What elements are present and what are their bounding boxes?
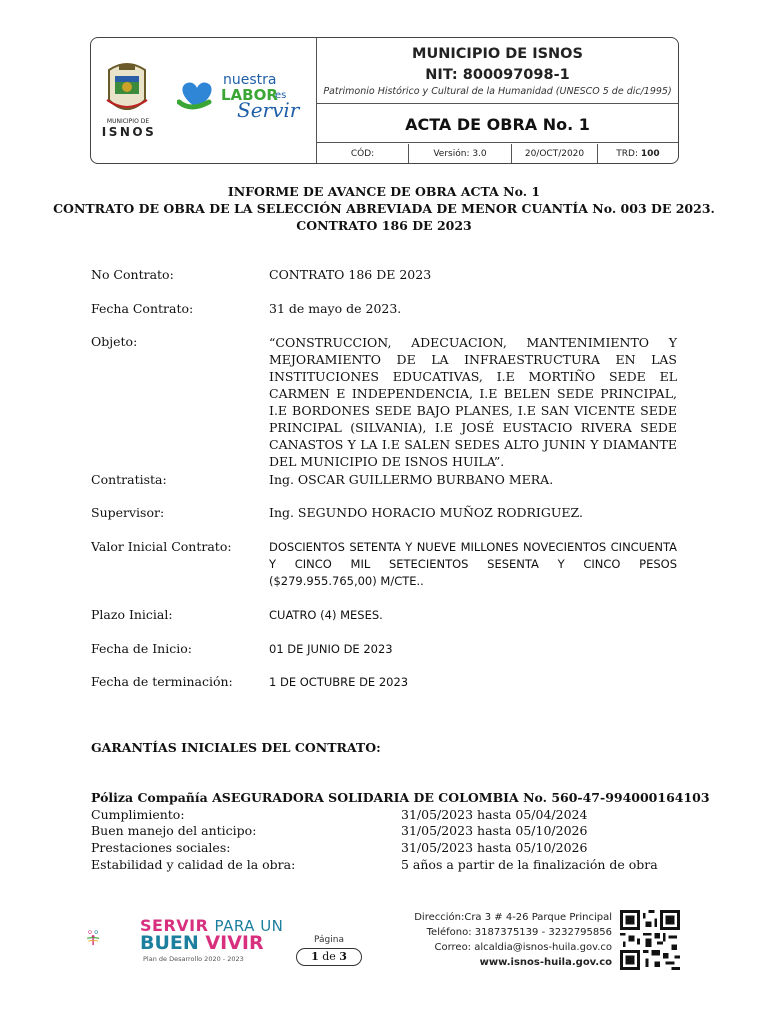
document-meta-row <box>317 144 678 163</box>
page-indicator <box>296 948 362 966</box>
qr-code-icon <box>620 910 680 970</box>
logo-es: es <box>275 90 287 101</box>
footer-correo: Correo: alcaldia@isnos-huila.gov.co <box>434 942 612 953</box>
page-de: de <box>322 950 336 963</box>
slogan-servir: SERVIR <box>140 916 209 935</box>
garantia-cumplimiento-value: 31/05/2023 hasta 05/04/2024 <box>401 807 588 822</box>
municipal-seal-logo <box>105 60 149 122</box>
document-header <box>90 37 679 164</box>
logo-nuestra: nuestra <box>223 72 277 88</box>
version-date: 20/OCT/2020 <box>524 148 585 159</box>
fecha-inicio-value: 01 DE JUNIO DE 2023 <box>269 642 393 656</box>
slogan-vivir: VIVIR <box>205 932 264 954</box>
footer-direccion: Dirección:Cra 3 # 4-26 Parque Principal <box>414 912 612 923</box>
document-title: ACTA DE OBRA No. 1 <box>405 115 590 134</box>
garantias-title: GARANTÍAS INICIALES DEL CONTRATO: <box>91 740 381 755</box>
plazo-inicial-label: Plazo Inicial: <box>91 607 173 622</box>
page-current: 1 <box>311 950 319 963</box>
objeto-value: “CONSTRUCCION, ADECUACION, MANTENIMIENTO Y MEJORAMIENTO DE LA INFRAESTRUCTURA EN LAS INSTITUCIONES EDUCATIVAS, I.E MORTIÑO SEDE EL CARMEN E INDEPENDENCIA, I.E BELEN SEDE PRINCIPAL, I.E BORDONES SEDE BAJO PLANES, I.E SAN VICENTE SEDE PRINCIPAL (SILVANIA), I.E JOSÉ EUSTACIO RIVERA SEDE CANASTOS Y LA I.E SALEN SEDES ALTO JUNIN Y DIAMANTE DEL MUNICIPIO DE ISNOS HUILA”. <box>269 335 677 469</box>
contratista-value: Ing. OSCAR GUILLERMO BURBANO MERA. <box>269 472 554 487</box>
trd-value: 100 <box>640 148 660 159</box>
heading-contrato-numero: CONTRATO 186 DE 2023 <box>296 218 472 233</box>
heritage-note: Patrimonio Histórico y Cultural de la Humanidad (UNESCO 5 de dic/1995) <box>323 86 672 97</box>
garantia-prestaciones-label: Prestaciones sociales: <box>91 840 231 855</box>
cod-cell <box>317 144 409 163</box>
footer-web[interactable]: www.isnos-huila.gov.co <box>479 957 612 968</box>
nit-number: NIT: 800097098-1 <box>425 67 570 83</box>
fecha-contrato-label: Fecha Contrato: <box>91 301 194 316</box>
garantia-cumplimiento-label: Cumplimiento: <box>91 807 185 822</box>
heart-hands-icon <box>177 78 217 114</box>
logo-labor: LABOR <box>221 86 278 104</box>
fecha-inicio-label: Fecha de Inicio: <box>91 641 192 656</box>
supervisor-value: Ing. SEGUNDO HORACIO MUÑOZ RODRIGUEZ. <box>269 505 583 520</box>
valor-inicial-value: DOSCIENTOS SETENTA Y NUEVE MILLONES NOVECIENTOS CINCUENTA Y CINCO MIL SETECIENTOS SESENTA Y CINCO PESOS ($279.955.765,00) M/CTE.. <box>269 540 677 588</box>
nuestra-labor-logo <box>177 72 307 128</box>
no-contrato-value: CONTRATO 186 DE 2023 <box>269 267 432 282</box>
plazo-inicial-value: CUATRO (4) MESES. <box>269 608 383 622</box>
version-cell <box>409 144 512 163</box>
fecha-contrato-value: 31 de mayo de 2023. <box>269 301 402 316</box>
municipality-name: MUNICIPIO DE ISNOS <box>412 46 583 62</box>
valor-inicial-label: Valor Inicial Contrato: <box>91 539 232 554</box>
slogan-para-un: PARA UN <box>214 917 284 935</box>
slogan-line-2 <box>140 932 264 954</box>
trd-cell <box>598 144 678 163</box>
garantia-anticipo-value: 31/05/2023 hasta 05/10/2026 <box>401 823 588 838</box>
heading-contrato-seleccion: CONTRATO DE OBRA DE LA SELECCIÓN ABREVIADA DE MENOR CUANTÍA No. 003 DE 2023. <box>53 201 715 216</box>
plan-desarrollo: Plan de Desarrollo 2020 - 2023 <box>143 955 244 963</box>
poliza-line: Póliza Compañía ASEGURADORA SOLIDARIA DE COLOMBIA No. 560-47-994000164103 <box>91 790 710 805</box>
garantia-estabilidad-label: Estabilidad y calidad de la obra: <box>91 857 296 872</box>
version-label: Versión: 3.0 <box>433 148 487 159</box>
garantia-prestaciones-value: 31/05/2023 hasta 05/10/2026 <box>401 840 588 855</box>
no-contrato-label: No Contrato: <box>91 267 174 282</box>
page-total: 3 <box>339 950 347 963</box>
fecha-terminacion-label: Fecha de terminación: <box>91 674 233 689</box>
header-info-cell <box>317 38 678 163</box>
heading-informe: INFORME DE AVANCE DE OBRA ACTA No. 1 <box>227 184 541 199</box>
fecha-terminacion-value: 1 DE OCTUBRE DE 2023 <box>269 675 409 689</box>
date-cell <box>512 144 598 163</box>
garantia-estabilidad-value: 5 años a partir de la finalización de obra <box>401 857 658 872</box>
document-title-box <box>317 103 678 143</box>
page-label: Página <box>314 935 344 945</box>
cod-label: CÓD: <box>350 148 375 159</box>
contratista-label: Contratista: <box>91 472 167 487</box>
supervisor-label: Supervisor: <box>91 505 165 520</box>
servir-people-icon <box>86 908 140 968</box>
logo-servir: Servir <box>237 98 300 122</box>
footer-telefono: Teléfono: 3187375139 - 3232795856 <box>426 927 612 938</box>
garantia-anticipo-label: Buen manejo del anticipo: <box>91 823 257 838</box>
slogan-buen: BUEN <box>140 932 199 954</box>
trd-label: TRD: <box>616 148 639 159</box>
objeto-label: Objeto: <box>91 334 138 349</box>
header-logo-cell <box>91 38 317 163</box>
logo-isnos-label: ISNOS <box>101 125 157 139</box>
logo-municipio-label: MUNICIPIO DE <box>106 118 150 125</box>
